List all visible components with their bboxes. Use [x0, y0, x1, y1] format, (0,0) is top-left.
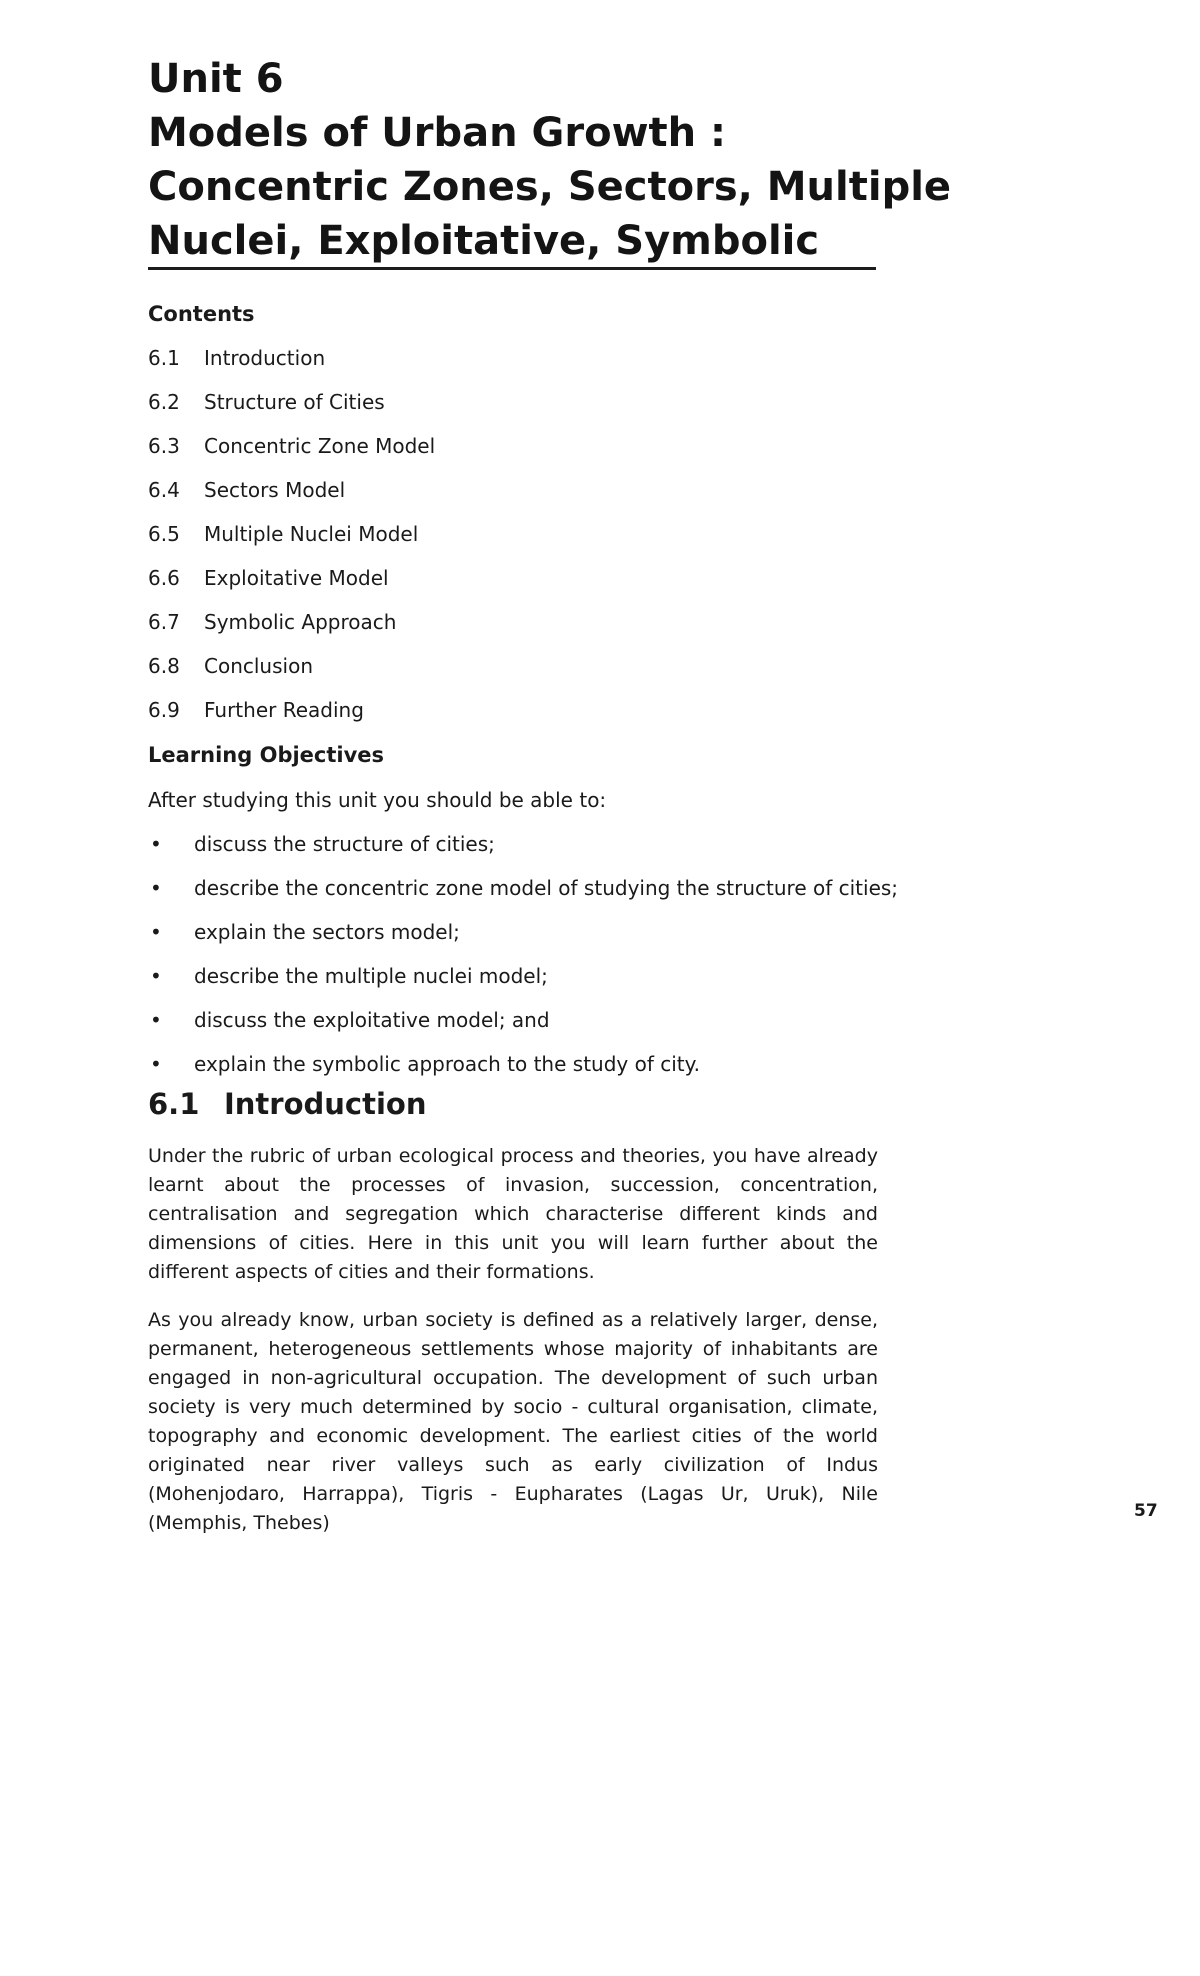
learning-objectives-intro: After studying this unit you should be able to: — [148, 788, 607, 812]
toc-item — [148, 433, 435, 477]
body-paragraph: Under the rubric of urban ecological process and theories, you have already learnt about the processes of invasion, succession, concentration, centralisation and segregation which characterise different kinds and dimensions of cities. Here in this unit you will learn further about the different aspects of cities and their formations. — [148, 1145, 878, 1283]
page-number: 57 — [1134, 1501, 1158, 1521]
toc-number: 6.1 — [148, 346, 180, 370]
toc-item — [148, 345, 435, 389]
toc-label: Conclusion — [204, 654, 313, 678]
toc-number: 6.5 — [148, 522, 180, 546]
toc-label: Multiple Nuclei Model — [204, 522, 419, 546]
objective-text: describe the concentric zone model of studying the structure of cities; — [194, 876, 899, 900]
learning-objectives-list — [148, 831, 898, 1095]
bullet-icon: • — [150, 920, 162, 944]
toc-number: 6.6 — [148, 566, 180, 590]
objective-item — [148, 963, 898, 1007]
toc-label: Structure of Cities — [204, 390, 385, 414]
bullet-icon: • — [150, 1008, 162, 1032]
toc-number: 6.3 — [148, 434, 180, 458]
objective-item — [148, 919, 898, 963]
learning-objectives-heading: Learning Objectives — [148, 743, 385, 767]
objective-text: discuss the structure of cities; — [194, 832, 495, 856]
toc-item — [148, 609, 435, 653]
toc-item — [148, 477, 435, 521]
toc-number: 6.2 — [148, 390, 180, 414]
toc-number: 6.7 — [148, 610, 180, 634]
contents-heading: Contents — [148, 302, 255, 326]
section-heading — [148, 1086, 427, 1122]
toc-label: Further Reading — [204, 698, 364, 722]
objective-item — [148, 1007, 898, 1051]
objective-text: discuss the exploitative model; and — [194, 1008, 550, 1032]
bullet-icon: • — [150, 832, 162, 856]
toc-item — [148, 565, 435, 609]
objective-text: explain the symbolic approach to the study of city. — [194, 1052, 700, 1076]
objective-text: explain the sectors model; — [194, 920, 460, 944]
unit-title-line-3: Nuclei, Exploitative, Symbolic — [148, 218, 820, 264]
toc-number: 6.8 — [148, 654, 180, 678]
toc-item — [148, 521, 435, 565]
toc-label: Symbolic Approach — [204, 610, 397, 634]
bullet-icon: • — [150, 876, 162, 900]
toc-label: Concentric Zone Model — [204, 434, 436, 458]
toc-item — [148, 697, 435, 741]
toc-label: Sectors Model — [204, 478, 346, 502]
toc-label: Exploitative Model — [204, 566, 389, 590]
unit-title-line-1: Models of Urban Growth : — [148, 110, 727, 156]
title-divider — [148, 267, 876, 270]
toc-number: 6.9 — [148, 698, 180, 722]
unit-label: Unit 6 — [148, 56, 284, 102]
section-title: Introduction — [224, 1087, 427, 1121]
objective-item — [148, 831, 898, 875]
unit-title-line-2: Concentric Zones, Sectors, Multiple — [148, 164, 952, 210]
bullet-icon: • — [150, 1052, 162, 1076]
unit-title-block — [148, 52, 952, 268]
objective-text: describe the multiple nuclei model; — [194, 964, 548, 988]
toc-item — [148, 389, 435, 433]
toc-item — [148, 653, 435, 697]
toc-label: Introduction — [204, 346, 326, 370]
body-paragraph: As you already know, urban society is defined as a relatively larger, dense, permanent, heterogeneous settlements whose majority of inhabitants are engaged in non-agricultural occupation. The development of such urban society is very much determined by socio - cultural organisation, climate, topography and economic development. The earliest cities of the world originated near river valleys such as early civilization of Indus (Mohenjodaro, Harrappa), Tigris - Eupharates (Lagas Ur, Uruk), Nile (Memphis, Thebes) — [148, 1309, 878, 1534]
objective-item — [148, 875, 898, 919]
section-number: 6.1 — [148, 1087, 200, 1121]
toc-number: 6.4 — [148, 478, 180, 502]
bullet-icon: • — [150, 964, 162, 988]
table-of-contents — [148, 345, 435, 741]
